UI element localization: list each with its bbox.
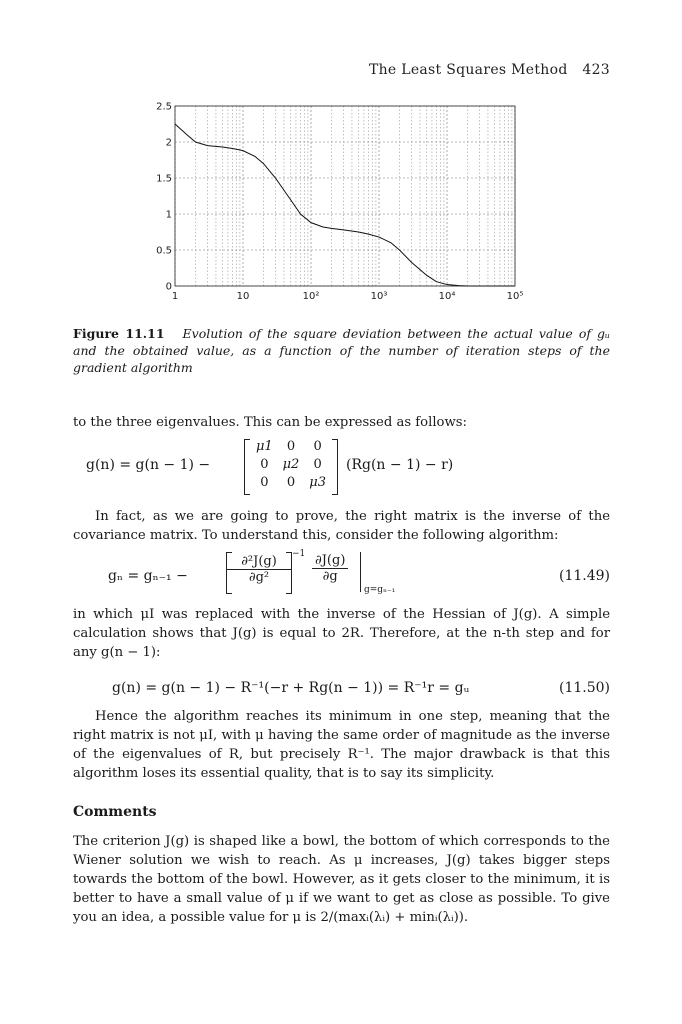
x-tick-label: 10⁵ [506,291,524,302]
matrix-cell: μ2 [282,457,300,472]
x-tick-label: 1 [171,291,179,302]
figure-chart [140,98,540,313]
y-tick-label: 2.5 [156,101,172,113]
matrix-cell: 0 [286,439,296,454]
matrix-cell: 0 [313,439,322,454]
plot-frame [175,106,515,286]
eq2-lhs: gₙ = gₙ₋₁ − [108,568,188,584]
page-number: 423 [582,62,610,78]
paragraph-5: The criterion J(g) is shaped like a bowl, the bottom of which corresponds to the Wiener solution we wish to reach. As μ increases, J(g) takes bigger steps towards the bottom of the bowl. However, as it gets closer to the minimum, it is better to have a small value of μ if we want to get as close as possible. To give you an idea, a possible value for μ is 2/(maxᵢ(λᵢ) + minᵢ(λᵢ)). [73,834,610,925]
eq1-rhs: (Rg(n − 1) − r) [346,457,454,473]
series-line [175,124,515,286]
running-title: The Least Squares Method [368,62,568,78]
matrix-cell: 0 [286,475,296,490]
hessian-fraction [227,554,291,585]
eq2-bracket [226,552,292,594]
paragraph-1: to the three eigenvalues. This can be expressed as follows: [73,415,467,430]
eq2-subscript: g=gₙ₋₁ [364,585,396,595]
eval-bar [360,552,361,592]
paragraph-3: in which μI was replaced with the inverse of the Hessian of J(g). A simple calculation shows that J(g) is equal to 2R. Therefore, at the n-th step and for any g(n − 1): [73,607,610,660]
x-tick-label: 10² [302,291,320,302]
x-tick-label: 10⁴ [438,291,456,302]
y-tick-label: 1.5 [156,173,172,185]
y-tick-label: 0 [165,281,172,293]
x-tick-label: 10³ [370,291,388,302]
y-tick-label: 1 [165,209,172,221]
eq3: g(n) = g(n − 1) − R⁻¹(−r + Rg(n − 1)) = R⁻¹r = gᵤ [112,680,470,696]
figure-label: Figure 11.11 [73,326,165,341]
equation-number-11-50: (11.50) [558,680,610,696]
caption-text: Evolution of the square deviation between the actual value of gᵤ and the obtained value, as a function of the number of iteration steps of the gradient algorithm [73,326,611,375]
eq2-exponent: −1 [292,549,306,559]
gradient-denominator: ∂g [322,569,338,584]
eq1-lhs: g(n) = g(n − 1) − [86,457,211,473]
x-tick-label: 10 [236,291,250,302]
paragraph-2: In fact, as we are going to prove, the right matrix is the inverse of the covariance matrix. To understand this, consider the following algorithm: [73,509,610,543]
matrix-row [245,439,337,457]
eq1-matrix [244,439,338,495]
matrix-cell: 0 [260,457,269,472]
running-header [369,62,610,78]
gradient-numerator: ∂J(g) [312,553,348,569]
section-heading: Comments [73,804,157,820]
equation-number-11-49: (11.49) [558,568,610,584]
gradient-fraction [312,553,348,584]
paragraph-4: Hence the algorithm reaches its minimum in one step, meaning that the right matrix is not μI, with μ having the same order of magnitude as the inverse of the eigenvalues of R, but precisely R⁻¹. The major drawback is that this algorithm loses its essential quality, that is to say its simplicity. [73,709,610,781]
matrix-cell: 0 [313,457,322,472]
figure-caption [73,325,610,376]
y-tick-label: 2 [165,137,172,149]
hessian-numerator: ∂²J(g) [227,554,291,570]
matrix-cell: μ1 [255,439,273,454]
hessian-denominator: ∂g² [248,570,270,585]
matrix-row [245,457,337,475]
matrix-cell: μ3 [309,475,326,490]
y-tick-label: 0.5 [156,245,172,257]
matrix-cell: 0 [260,475,269,490]
matrix-row [245,475,337,493]
